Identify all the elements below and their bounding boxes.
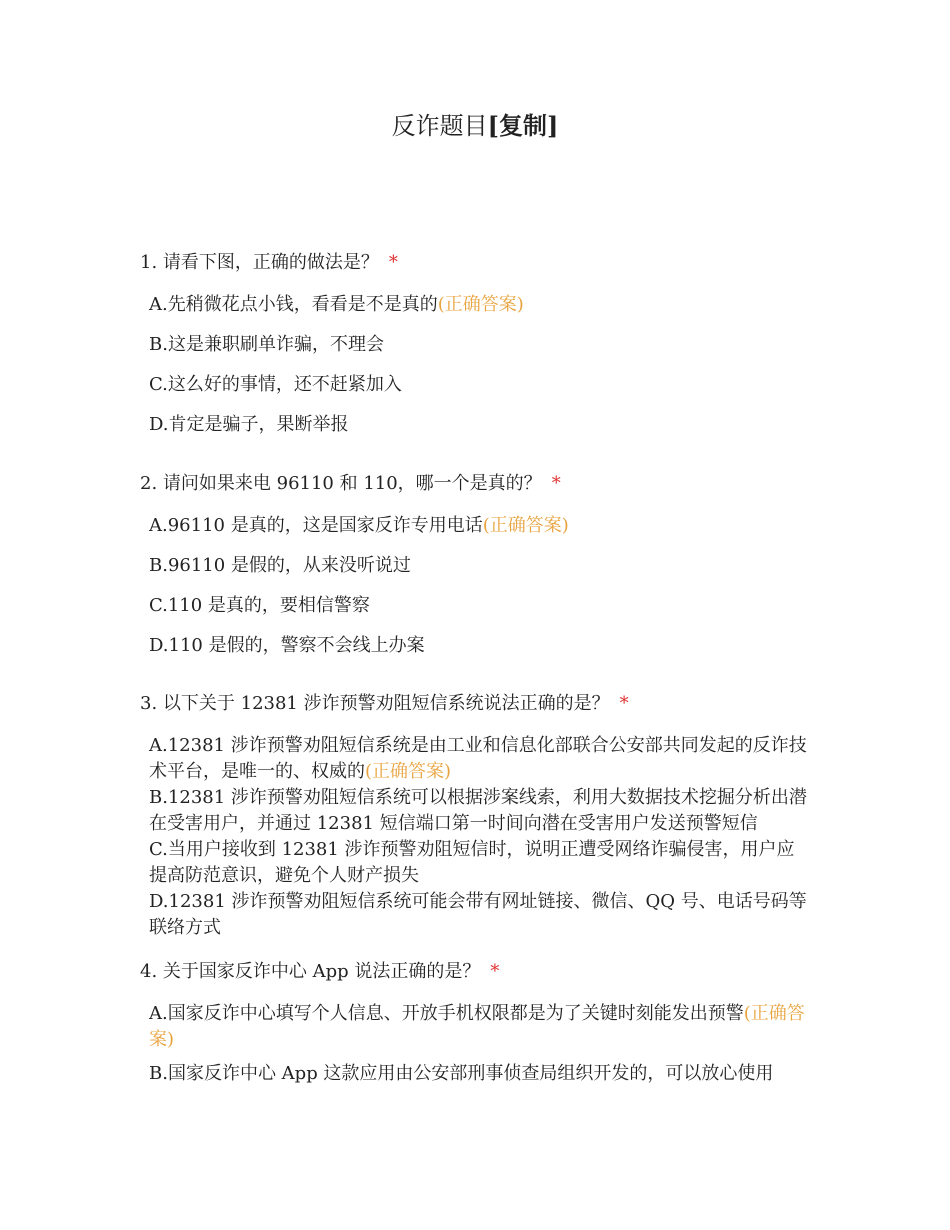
option-3b[interactable] bbox=[149, 785, 810, 837]
question-2-title bbox=[140, 471, 810, 497]
option-text: D.肯定是骗子，果断举报 bbox=[149, 414, 349, 435]
question-4-title bbox=[140, 959, 810, 985]
question-title-text: 2. 请问如果来电 96110 和 110，哪一个是真的？ bbox=[140, 473, 542, 494]
option-text: C.当用户接收到 12381 涉诈预警劝阻短信时，说明正遭受网络诈骗侵害，用户应提高防范意识，避免个人财产损失 bbox=[149, 839, 795, 886]
question-1 bbox=[140, 250, 810, 452]
option-1d[interactable] bbox=[149, 412, 810, 438]
option-1b[interactable] bbox=[149, 332, 810, 358]
option-1c[interactable] bbox=[149, 372, 810, 398]
option-text: B.国家反诈中心 App 这款应用由公安部刑事侦查局组织开发的，可以放心使用 bbox=[149, 1063, 774, 1084]
option-2d[interactable] bbox=[149, 633, 810, 659]
option-text: A.先稍微花点小钱，看看是不是真的 bbox=[149, 294, 438, 315]
option-3a[interactable] bbox=[149, 733, 810, 785]
question-title-text: 3. 以下关于 12381 涉诈预警劝阻短信系统说法正确的是？ bbox=[140, 693, 610, 714]
required-mark: * bbox=[551, 473, 561, 494]
option-text: D.12381 涉诈预警劝阻短信系统可能会带有网址链接、微信、QQ 号、电话号码等联络方式 bbox=[149, 891, 807, 938]
option-2c[interactable] bbox=[149, 593, 810, 619]
option-3d[interactable] bbox=[149, 889, 810, 941]
option-text: B.96110 是假的，从来没听说过 bbox=[149, 555, 411, 576]
option-1a[interactable] bbox=[149, 292, 810, 318]
required-mark: * bbox=[388, 252, 398, 273]
question-4 bbox=[140, 959, 810, 1087]
correct-answer-label: (正确答案) bbox=[482, 515, 569, 536]
option-4a[interactable] bbox=[149, 1001, 810, 1053]
option-2b[interactable] bbox=[149, 553, 810, 579]
question-title-text: 4. 关于国家反诈中心 App 说法正确的是？ bbox=[140, 961, 481, 982]
required-mark: * bbox=[490, 961, 500, 982]
correct-answer-label: (正确答案) bbox=[437, 294, 524, 315]
option-text: D.110 是假的，警察不会线上办案 bbox=[149, 635, 425, 656]
question-title-text: 1. 请看下图，正确的做法是？ bbox=[140, 252, 379, 273]
option-2a[interactable] bbox=[149, 513, 810, 539]
question-1-title bbox=[140, 250, 810, 276]
option-4b[interactable] bbox=[149, 1061, 810, 1087]
option-text: B.12381 涉诈预警劝阻短信系统可以根据涉案线索，利用大数据技术挖掘分析出潜在受害用户，并通过 12381 短信端口第一时间向潜在受害用户发送预警短信 bbox=[149, 787, 807, 834]
option-3c[interactable] bbox=[149, 837, 810, 889]
question-2 bbox=[140, 471, 810, 673]
page-title bbox=[0, 110, 950, 142]
title-text: 反诈题目 bbox=[391, 112, 488, 140]
required-mark: * bbox=[619, 693, 629, 714]
option-text: B.这是兼职刷单诈骗，不理会 bbox=[149, 334, 384, 355]
correct-answer-label: (正确答案) bbox=[149, 1003, 805, 1050]
question-3 bbox=[140, 691, 810, 941]
option-text: C.这么好的事情，还不赶紧加入 bbox=[149, 374, 402, 395]
question-3-title bbox=[140, 691, 810, 717]
correct-answer-label: (正确答案) bbox=[365, 761, 452, 782]
title-copy-tag: [复制] bbox=[487, 111, 559, 140]
option-text: A.12381 涉诈预警劝阻短信系统是由工业和信息化部联合公安部共同发起的反诈技术平台，是唯一的、权威的 bbox=[149, 735, 807, 782]
option-text: A.96110 是真的，这是国家反诈专用电话 bbox=[149, 515, 483, 536]
option-text: A.国家反诈中心填写个人信息、开放手机权限都是为了关键时刻能发出预警 bbox=[149, 1003, 744, 1024]
option-text: C.110 是真的，要相信警察 bbox=[149, 595, 370, 616]
